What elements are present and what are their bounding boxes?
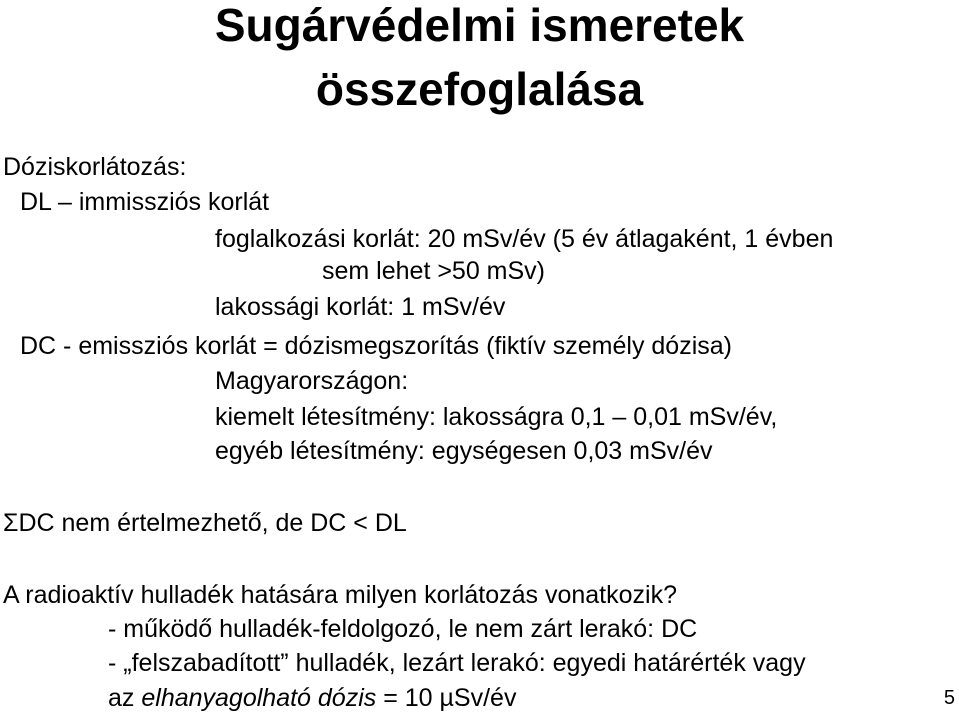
sigma-dc-note: ΣDC nem értelmezhető, de DC < DL bbox=[3, 509, 407, 537]
negligible-dose-line bbox=[108, 683, 516, 713]
priority-facility: kiemelt létesítmény: lakosságra 0,1 – 0,01 mSv/év, bbox=[215, 403, 778, 431]
occupational-limit-cont: sem lehet >50 mSv) bbox=[322, 257, 546, 285]
slide-title-line-2: összefoglalása bbox=[315, 63, 644, 115]
page-number: 5 bbox=[943, 687, 955, 709]
negligible-dose-value: = 10 µSv/év bbox=[376, 684, 517, 712]
hungary-heading: Magyarországon: bbox=[215, 367, 409, 395]
negligible-dose-term: elhanyagolható dózis bbox=[141, 684, 377, 712]
operating-facility-item: - működő hulladék-feldolgozó, le nem zárt lerakó: DC bbox=[108, 615, 698, 643]
other-facility: egyéb létesítmény: egységesen 0,03 mSv/év bbox=[215, 437, 713, 465]
public-limit: lakossági korlát: 1 mSv/év bbox=[215, 293, 506, 321]
dose-limitation-heading: Dóziskorlátozás: bbox=[3, 153, 187, 181]
occupational-limit: foglalkozási korlát: 20 mSv/év (5 év átlagaként, 1 évben bbox=[215, 225, 834, 253]
dl-immission-limit: DL – immissziós korlát bbox=[20, 188, 270, 216]
released-waste-item: - „felszabadított” hulladék, lezárt lerakó: egyedi határérték vagy bbox=[108, 649, 806, 677]
negligible-dose-prefix: az bbox=[108, 684, 142, 712]
waste-question: A radioaktív hulladék hatására milyen korlátozás vonatkozik? bbox=[3, 581, 677, 609]
dc-emission-limit: DC - emissziós korlát = dózismegszorítás (fiktív személy dózisa) bbox=[20, 332, 732, 360]
slide-title-line-1: Sugárvédelmi ismeretek bbox=[214, 0, 745, 51]
